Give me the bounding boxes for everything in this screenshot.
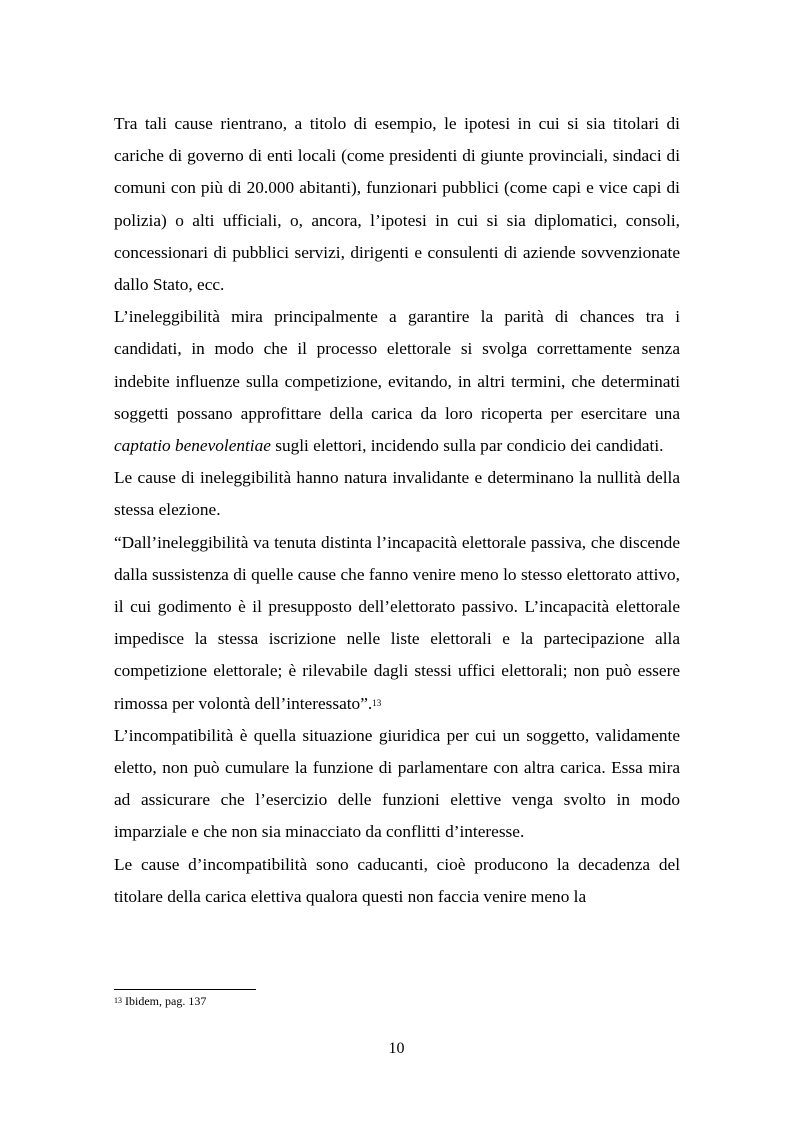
quotation-text: “Dall’ineleggibilità va tenuta distinta l’incapacità elettorale passiva, che discende dalla sussistenza di quelle cause che fanno venire meno lo stesso elettorato attivo, il cui godimento è il presupposto dell’elettorato passivo. L’incapacità elettorale impedisce la stessa iscrizione nelle liste elettorali e la partecipazione alla competizione elettorale; è rilevabile dagli stessi uffici elettorali; non può essere rimossa per volontà dell’interessato”. [114,532,680,713]
footnote-reference[interactable]: 13 [372,697,382,708]
paragraph-4 [114,527,680,720]
latin-phrase: captatio benevolentiae [114,436,271,456]
body-text [114,108,680,913]
paragraph-3: Le cause di ineleggibilità hanno natura invalidante e determinano la nullità della stessa elezione. [114,468,680,520]
footnote-separator [114,989,256,990]
paragraph-2 [114,301,680,462]
page-number: 10 [388,1040,405,1057]
paragraph-2-text-b: sugli elettori, incidendo sulla par condicio dei candidati. [270,436,664,456]
footnote-number: 13 [114,996,122,1005]
paragraph-6: Le cause d’incompatibilità sono caducanti, cioè producono la decadenza del titolare della carica elettiva qualora questi non faccia venire meno la [114,854,680,906]
footnote-text: Ibidem, pag. 137 [122,994,207,1008]
paragraph-2-text-a: L’ineleggibilità mira principalmente a garantire la parità di chances tra i candidati, in modo che il processo elettorale si svolga correttamente senza indebite influenze sulla competizione, evitando, in altri termini, che determinati soggetti possano approfittare della carica da loro ricoperta per esercitare una [114,307,680,423]
paragraph-1: Tra tali cause rientrano, a titolo di esempio, le ipotesi in cui si sia titolari di cariche di governo di enti locali (come presidenti di giunte provinciali, sindaci di comuni con più di 20.000 abitanti), funzionari pubblici (come capi e vice capi di polizia) o alti ufficiali, o, ancora, l’ipotesi in cui si sia diplomatici, consoli, concessionari di pubblici servizi, dirigenti e consulenti di aziende sovvenzionate dallo Stato, ecc. [114,114,680,295]
footnote [114,993,206,1009]
paragraph-5: L’incompatibilità è quella situazione giuridica per cui un soggetto, validamente eletto, non può cumulare la funzione di parlamentare con altra carica. Essa mira ad assicurare che l’esercizio delle funzioni elettive venga svolto in modo imparziale e che non sia minacciato da conflitti d’interesse. [114,725,680,842]
